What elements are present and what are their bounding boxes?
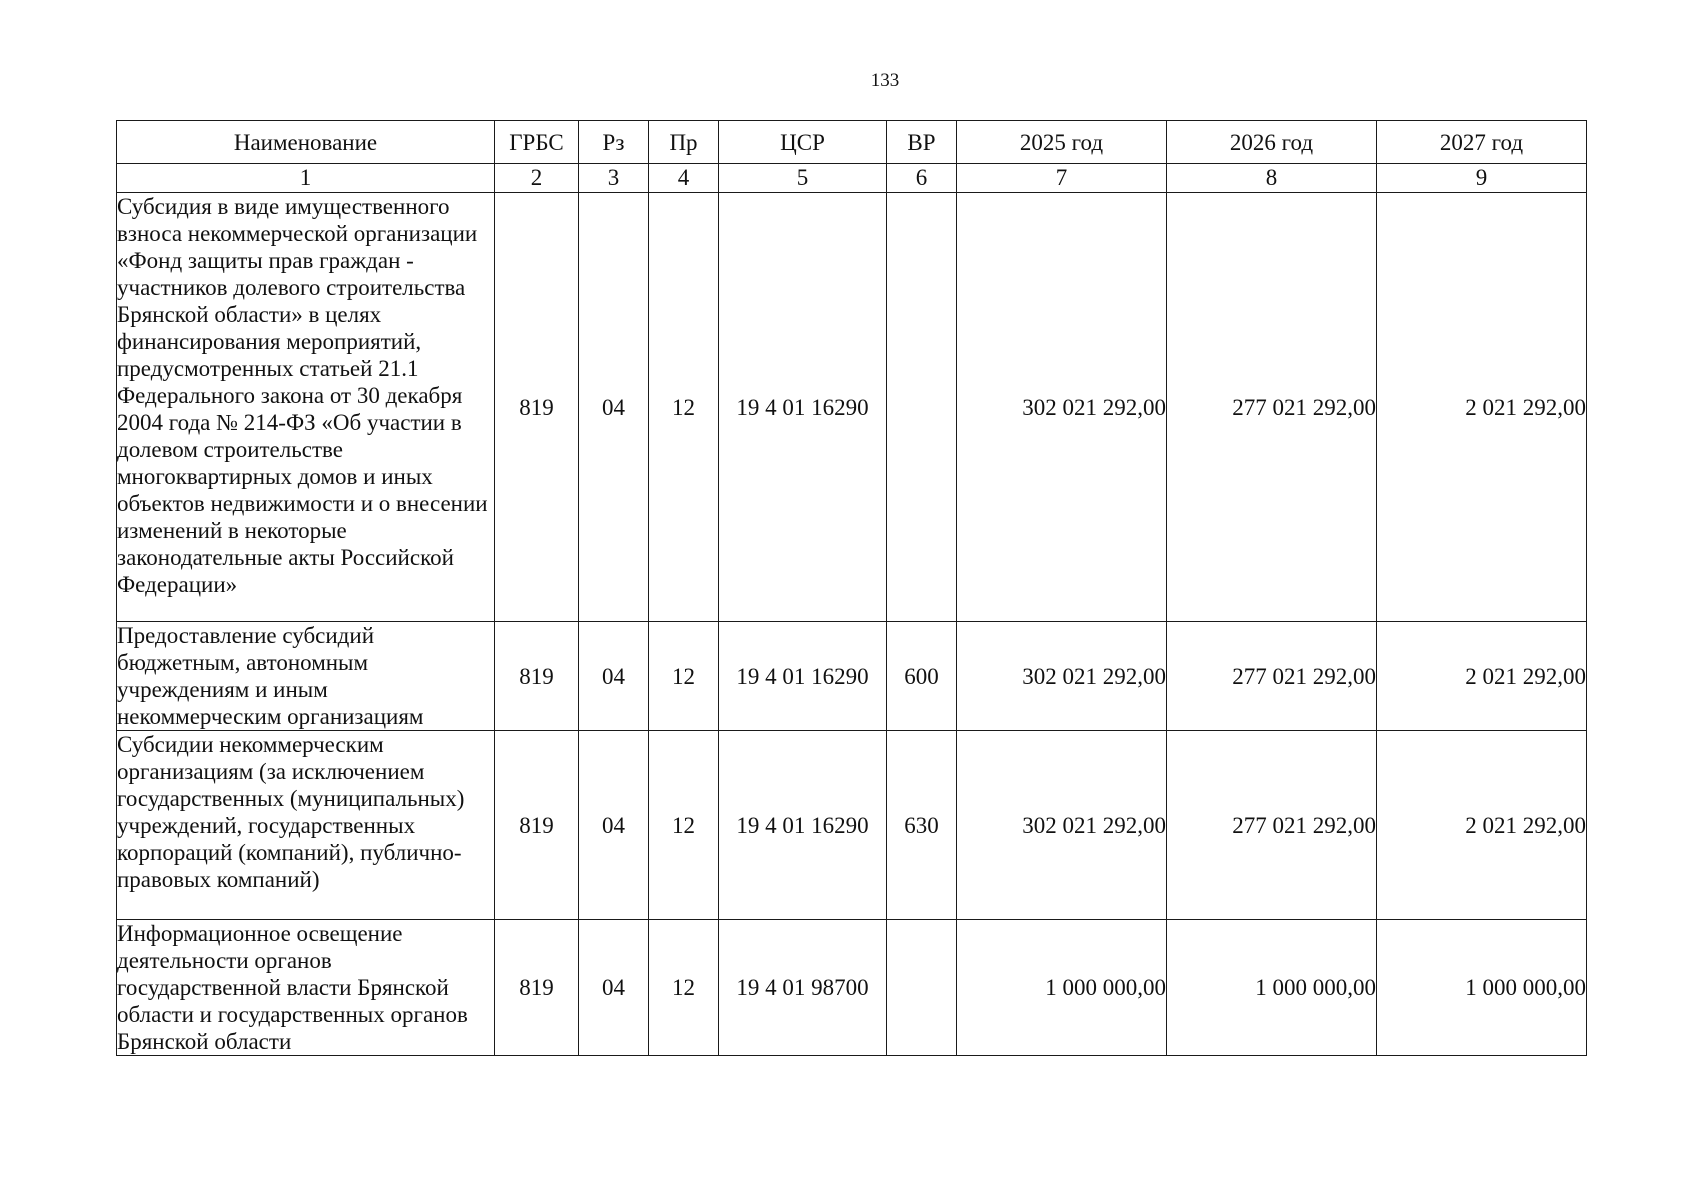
amount-2027-cell: 2 021 292,00 (1377, 731, 1587, 920)
vr-cell: 630 (887, 731, 957, 920)
column-number: 2 (495, 164, 579, 193)
table-row (117, 622, 1587, 731)
column-header-csr: ЦСР (719, 121, 887, 164)
amount-2026-cell: 1 000 000,00 (1167, 920, 1377, 1056)
table-row (117, 193, 1587, 622)
row-name-cell: Информационное освещение деятельности органов государственной власти Брянской области и государственных органов Брянской области (117, 920, 495, 1056)
vr-cell: 600 (887, 622, 957, 731)
csr-cell: 19 4 01 16290 (719, 193, 887, 622)
table-row (117, 920, 1587, 1056)
csr-cell: 19 4 01 98700 (719, 920, 887, 1056)
row-name-cell: Предоставление субсидий бюджетным, автономным учреждениям и иным некоммерческим организациям (117, 622, 495, 731)
column-number: 4 (649, 164, 719, 193)
rz-cell: 04 (579, 731, 649, 920)
csr-cell: 19 4 01 16290 (719, 622, 887, 731)
amount-2025-cell: 302 021 292,00 (957, 731, 1167, 920)
column-header-rz: Рз (579, 121, 649, 164)
column-header-grbs: ГРБС (495, 121, 579, 164)
column-header-vr: ВР (887, 121, 957, 164)
amount-2026-cell: 277 021 292,00 (1167, 731, 1377, 920)
vr-cell (887, 920, 957, 1056)
column-header-2026: 2026 год (1167, 121, 1377, 164)
row-name-cell: Субсидия в виде имущественного взноса некоммерческой организации «Фонд защиты прав граждан - участников долевого строительства Брянской области» в целях финансирования мероприятий, предусмотренных статьей 21.1 Федерального закона от 30 декабря 2004 года № 214-ФЗ «Об участии в долевом строительстве многоквартирных домов и иных объектов недвижимости и о внесении изменений в некоторые законодательные акты Российской Федерации» (117, 193, 495, 622)
amount-2027-cell: 2 021 292,00 (1377, 193, 1587, 622)
column-number-row (117, 164, 1587, 193)
amount-2025-cell: 302 021 292,00 (957, 622, 1167, 731)
grbs-cell: 819 (495, 920, 579, 1056)
pr-cell: 12 (649, 731, 719, 920)
grbs-cell: 819 (495, 731, 579, 920)
row-name-cell: Субсидии некоммерческим организациям (за исключением государственных (муниципальных) учреждений, государственных корпораций (компаний), публично-правовых компаний) (117, 731, 495, 920)
amount-2025-cell: 1 000 000,00 (957, 920, 1167, 1056)
grbs-cell: 819 (495, 193, 579, 622)
budget-table (116, 120, 1587, 1056)
vr-cell (887, 193, 957, 622)
column-header-2025: 2025 год (957, 121, 1167, 164)
amount-2025-cell: 302 021 292,00 (957, 193, 1167, 622)
csr-cell: 19 4 01 16290 (719, 731, 887, 920)
column-header-2027: 2027 год (1377, 121, 1587, 164)
column-header-name: Наименование (117, 121, 495, 164)
column-header-pr: Пр (649, 121, 719, 164)
column-number: 3 (579, 164, 649, 193)
table-row (117, 731, 1587, 920)
column-number: 7 (957, 164, 1167, 193)
amount-2026-cell: 277 021 292,00 (1167, 622, 1377, 731)
pr-cell: 12 (649, 920, 719, 1056)
amount-2027-cell: 1 000 000,00 (1377, 920, 1587, 1056)
column-number: 6 (887, 164, 957, 193)
header-row (117, 121, 1587, 164)
pr-cell: 12 (649, 622, 719, 731)
amount-2026-cell: 277 021 292,00 (1167, 193, 1377, 622)
column-number: 5 (719, 164, 887, 193)
grbs-cell: 819 (495, 622, 579, 731)
pr-cell: 12 (649, 193, 719, 622)
amount-2027-cell: 2 021 292,00 (1377, 622, 1587, 731)
column-number: 8 (1167, 164, 1377, 193)
rz-cell: 04 (579, 622, 649, 731)
rz-cell: 04 (579, 193, 649, 622)
page-number: 133 (870, 70, 900, 91)
rz-cell: 04 (579, 920, 649, 1056)
column-number: 1 (117, 164, 495, 193)
column-number: 9 (1377, 164, 1587, 193)
